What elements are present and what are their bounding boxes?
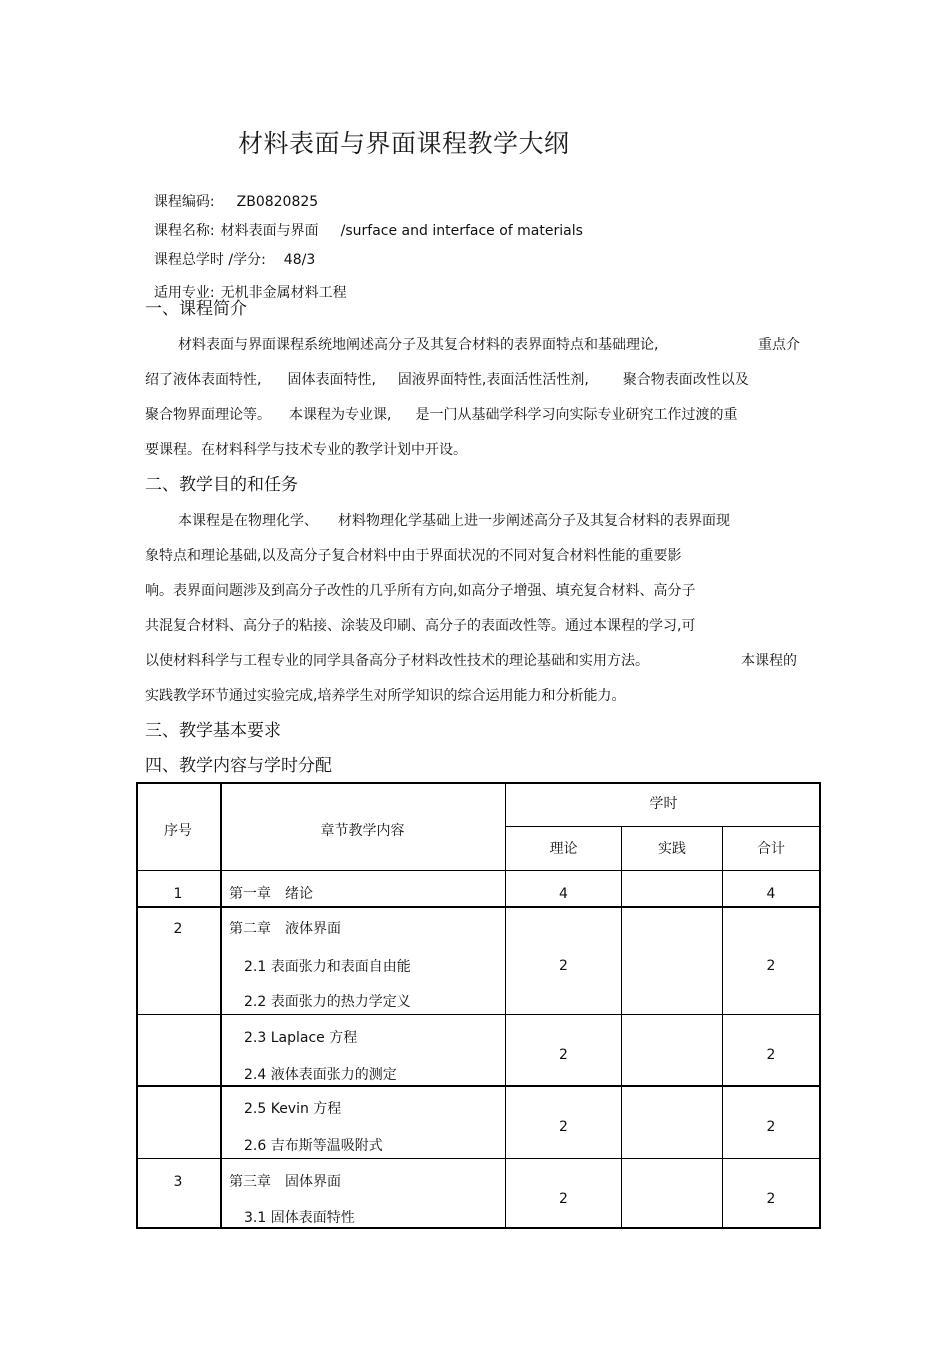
course-major-value: 无机非金属材料工程 <box>220 285 347 301</box>
purpose-line-5-tail: 本课程的 <box>741 653 797 669</box>
purpose-line-6: 实践教学环节通过实验完成,培养学生对所学知识的综合运用能力和分析能力。 <box>145 688 626 704</box>
row1-theory: 4 <box>559 886 568 902</box>
header-total: 合计 <box>757 841 785 857</box>
purpose-line-3: 响。表界面问题涉及到高分子改性的几乎所有方向,如高分子增强、填充复合材料、高分子 <box>145 583 696 599</box>
header-theory: 理论 <box>549 841 578 857</box>
row3-line2: 2.4 液体表面张力的测定 <box>244 1067 397 1083</box>
row5-line2: 3.1 固体表面特性 <box>244 1210 355 1226</box>
purpose-line-4: 共混复合材料、高分子的粘接、涂装及印刷、高分子的表面改性等。通过本课程的学习,可 <box>145 618 696 634</box>
row2-theory: 2 <box>559 958 568 974</box>
purpose-line-1-a: 本课程是在物理化学、 <box>178 513 318 529</box>
hours-table <box>136 782 821 1229</box>
row3-theory: 2 <box>559 1047 568 1063</box>
course-name-en: /surface and interface of materials <box>340 223 583 239</box>
section-purpose-heading: 二、教学目的和任务 <box>145 475 298 495</box>
course-hours-value: 48/3 <box>283 252 316 268</box>
row4-theory: 2 <box>559 1119 568 1135</box>
course-code-value: ZB0820825 <box>236 194 319 210</box>
course-name-label: 课程名称: <box>153 223 215 239</box>
intro-line-2 <box>145 371 749 389</box>
header-content: 章节教学内容 <box>320 823 405 839</box>
intro-line-2-a: 绍了液体表面特性, <box>145 372 262 388</box>
intro-line-1-tail: 重点介 <box>758 337 800 353</box>
purpose-line-1 <box>178 512 730 530</box>
row2-line3: 2.2 表面张力的热力学定义 <box>244 994 411 1010</box>
section-content-heading: 四、教学内容与学时分配 <box>145 756 332 776</box>
row3-total: 2 <box>766 1047 776 1063</box>
row5-theory: 2 <box>559 1191 568 1207</box>
page-title: 材料表面与界面课程教学大纲 <box>238 129 570 158</box>
row1-seq: 1 <box>173 886 183 902</box>
row2-total: 2 <box>766 958 776 974</box>
course-code-label: 课程编码: <box>153 194 215 210</box>
course-hours-line <box>145 233 315 269</box>
intro-line-4: 要课程。在材料科学与技术专业的教学计划中开设。 <box>145 442 467 458</box>
course-major-line <box>145 266 347 302</box>
intro-line-3-c: 是一门从基础学科学习向实际专业研究工作过渡的重 <box>415 407 738 423</box>
row4-total: 2 <box>766 1119 776 1135</box>
row1-line1: 第一章 绪论 <box>229 886 313 902</box>
course-major-label: 适用专业: <box>153 285 215 301</box>
intro-line-3-b: 本课程为专业课, <box>289 407 392 423</box>
section-requirements-heading: 三、教学基本要求 <box>145 721 281 741</box>
intro-line-2-d: 聚合物表面改性以及 <box>622 372 749 388</box>
row2-seq: 2 <box>173 921 183 937</box>
course-hours-label: 课程总学时 /学分: <box>153 252 266 268</box>
intro-line-2-c: 固液界面特性,表面活性活性剂, <box>397 372 589 388</box>
row3-line1: 2.3 Laplace 方程 <box>244 1030 358 1046</box>
header-hours: 学时 <box>649 796 678 812</box>
row4-line1: 2.5 Kevin 方程 <box>244 1101 342 1117</box>
header-practice: 实践 <box>658 841 686 857</box>
purpose-line-1-b: 材料物理化学基础上进一步阐述高分子及其复合材料的表界面现 <box>338 513 730 529</box>
header-seq: 序号 <box>164 823 192 839</box>
course-name-cn: 材料表面与界面 <box>220 223 319 239</box>
row5-seq: 3 <box>173 1174 183 1190</box>
row4-line2: 2.6 吉布斯等温吸附式 <box>244 1138 383 1154</box>
row2-line2: 2.1 表面张力和表面自由能 <box>244 959 411 975</box>
intro-line-1: 材料表面与界面课程系统地阐述高分子及其复合材料的表界面特点和基础理论, <box>178 337 659 353</box>
intro-line-3 <box>145 406 737 424</box>
row2-line1: 第二章 液体界面 <box>229 921 341 937</box>
row5-line1: 第三章 固体界面 <box>229 1174 341 1190</box>
row5-total: 2 <box>766 1191 776 1207</box>
intro-line-3-a: 聚合物界面理论等。 <box>145 407 271 423</box>
section-intro-heading: 一、课程简介 <box>145 299 247 319</box>
purpose-line-5: 以使材料科学与工程专业的同学具备高分子材料改性技术的理论基础和实用方法。 <box>145 653 649 669</box>
purpose-line-2: 象特点和理论基础,以及高分子复合材料中由于界面状况的不同对复合材料性能的重要影 <box>145 548 682 564</box>
intro-line-2-b: 固体表面特性, <box>287 372 376 388</box>
row1-total: 4 <box>766 886 776 902</box>
